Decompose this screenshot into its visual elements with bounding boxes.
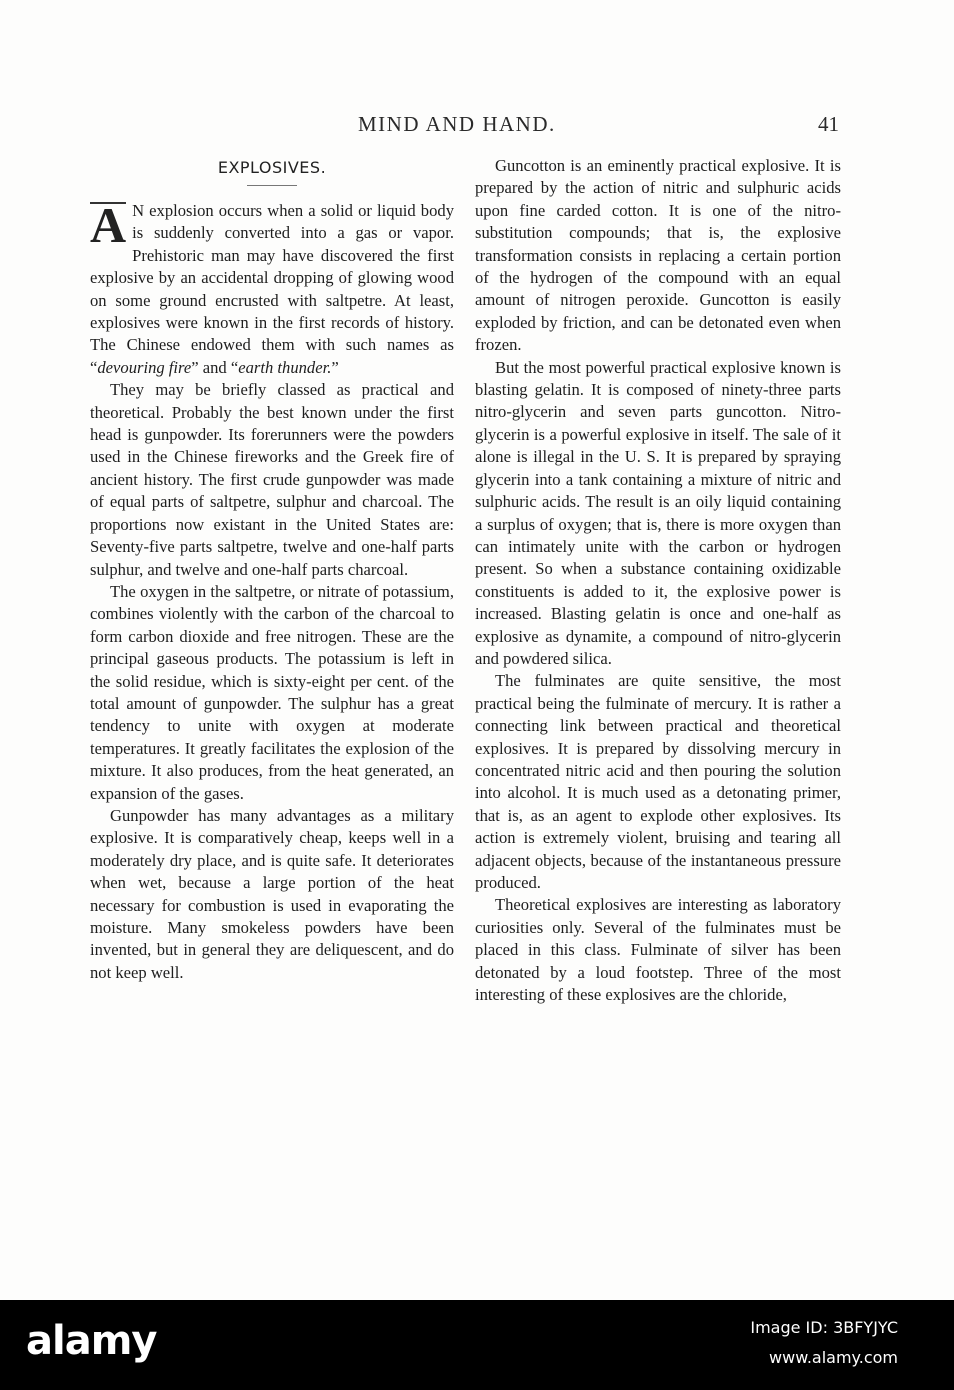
- left-column: [90, 155, 454, 984]
- page-header: [0, 112, 954, 142]
- paragraph-1-text: N explosion occurs when a solid or liquid body is suddenly converted into a gas or vapor. Prehistoric man may have discovered the first explosive by an accidental dropping of glowing wood on some ground encrusted with saltpetre. At least, explosives were known in the first records of history. The Chinese endowed them with such names as “: [90, 201, 454, 377]
- paragraph-1: [90, 197, 454, 379]
- image-id: Image ID: 3BFYJYC: [750, 1318, 898, 1337]
- paragraph-8: Theoretical explosives are interesting as laboratory curiosities only. Several of the fulminates must be placed in this class. Fulminate of silver has been detonated by a loud footstep. Three of the most interesting of these explosives are the chloride,: [475, 895, 841, 1005]
- paragraph-7: The fulminates are quite sensitive, the most practical being the fulminate of mercury. It is rather a connecting link between practical and theoretical explosives. It is prepared by dissolving mercury in concentrated nitric acid and then pouring the solution into alcohol. It is much used as a detonating primer, that is, as an agent to explode other explosives. Its action is extremely violent, bruising and tearing all adjacent objects, because of the instantaneous pressure produced.: [475, 671, 841, 892]
- quote-earth-thunder: earth thunder.: [238, 357, 332, 377]
- paragraph-5: Guncotton is an eminently practical explosive. It is prepared by the action of nitric and sulphuric acids upon fine carded cotton. It is one of the nitro-substitution compounds; that is, the explosive transformation consists in replacing a certain portion of the hydrogen of the compound with an equal amount of nitrogen peroxide. Guncotton is easily exploded by friction, and can be detonated even when frozen.: [475, 156, 841, 355]
- watermark-footer: [0, 1300, 954, 1390]
- drop-cap: A: [90, 197, 127, 253]
- quote-devouring-fire: devouring fire: [97, 357, 192, 377]
- paragraph-4: Gunpowder has many advantages as a military explosive. It is comparatively cheap, keeps well in a moderately dry place, and is quite safe. It deteriorates when wet, because a large portion of the heat necessary for combustion is used in evaporating the moisture. Many smokeless powders have been invented, but in general they are deliquescent, and do not keep well.: [90, 805, 454, 982]
- paragraph-3: The oxygen in the saltpetre, or nitrate of potassium, combines violently with the carbon of the charcoal to form carbon dioxide and free nitrogen. These are the principal gaseous products. The potassium is left in the solid residue, which is sixty-eight per cent. of the total amount of gunpowder. The sulphur has a great tendency to unite with oxygen at moderate temperatures. It greatly facilitates the explosion of the mixture. It also produces, from the heat generated, an expansion of the gases.: [90, 581, 454, 803]
- paragraph-6: But the most powerful practical explosive known is blasting gelatin. It is composed of ninety-three parts nitro-glycerin and seven parts guncotton. Nitro-glycerin is a powerful explosive in itself. The sale of it alone is illegal in the U. S. It is prepared by spraying glycerin into a tank containing a mixture of nitric and sulphuric acids. The result is an oily liquid containing a surplus of oxygen; that is, there is more oxygen than can intimately unite with the carbon or hydrogen present. So when a substance containing oxidizable constituents is added to it, the explosive power is increased. Blasting gelatin is once and one-half as explosive as dynamite, a compound of nitro-glycerin and powdered silica.: [475, 357, 841, 668]
- running-title: MIND AND HAND.: [358, 112, 556, 136]
- section-heading: EXPLOSIVES.: [217, 158, 327, 177]
- heading-rule: [247, 185, 297, 186]
- footer-url: www.alamy.com: [769, 1348, 898, 1367]
- paragraph-2: They may be briefly classed as practical and theoretical. Probably the best known under the first head is gunpowder. Its forerunners were the powders used in the Chinese fireworks and the Greek fire of ancient history. The first crude gunpowder was made of equal parts of saltpetre, sulphur and charcoal. The proportions now existant in the United States are: Seventy-five parts saltpetre, twelve and one-half parts sulphur, and twelve and one-half parts charcoal.: [90, 380, 454, 579]
- paragraph-1-mid: ” and “: [191, 357, 239, 377]
- alamy-logo: alamy: [26, 1318, 157, 1364]
- right-column: [475, 155, 841, 1006]
- paragraph-1-end: ”: [331, 357, 339, 377]
- page-number: 41: [818, 112, 839, 136]
